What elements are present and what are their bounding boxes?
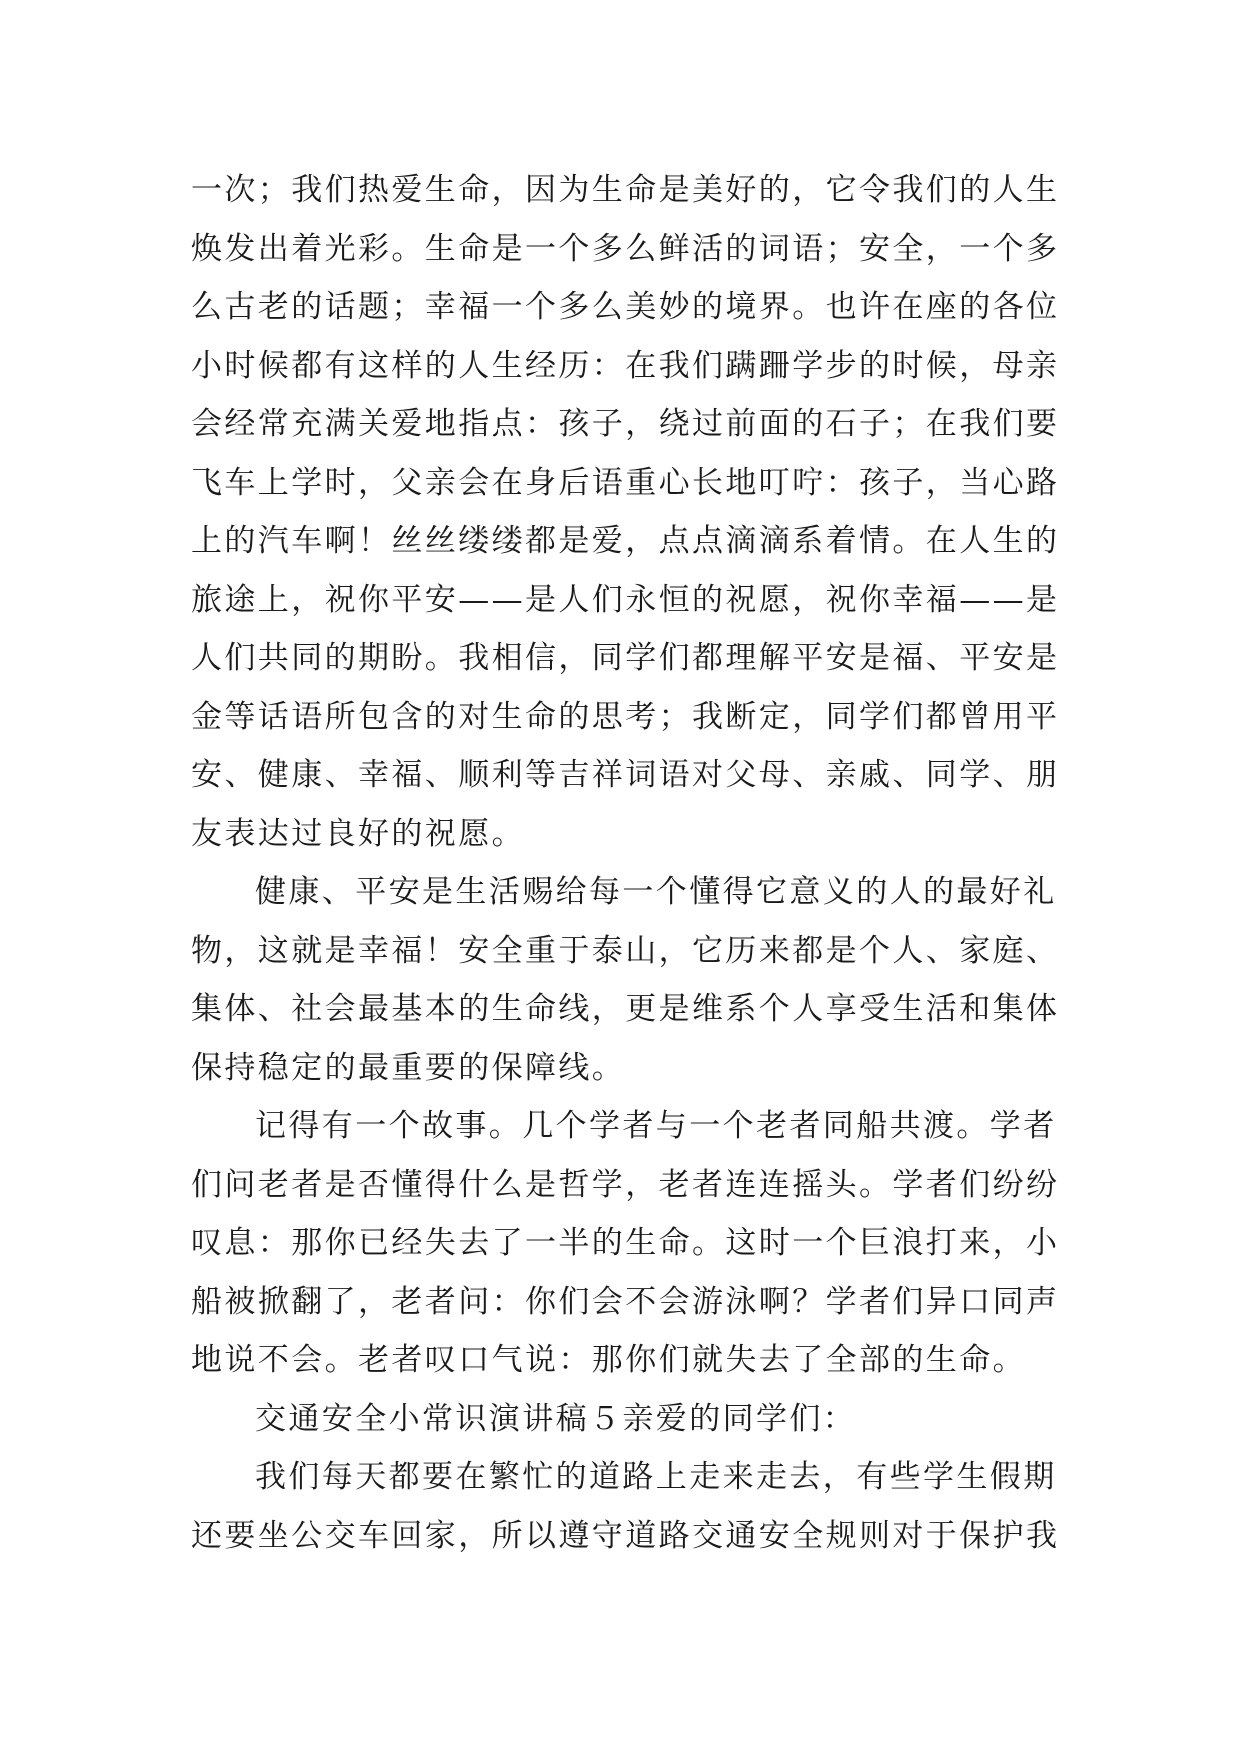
text-line: 么古老的话题；幸福一个多么美妙的境界。也许在座的各位 [191,289,1060,325]
text-line: 船被掀翻了，老者问：你们会不会游泳啊？学者们异口同声 [191,1283,1060,1320]
text-line: 物，这就是幸福！安全重于泰山，它历来都是个人、家庭、 [191,932,1060,969]
text-line: 们问老者是否懂得什么是哲学，老者连连摇头。学者们纷纷 [191,1166,1060,1203]
text-line: 小时候都有这样的人生经历：在我们蹒跚学步的时候，母亲 [191,347,1060,384]
text-line: 金等话语所包含的对生命的思考；我断定，同学们都曾用平 [191,698,1060,735]
text-line: 集体、社会最基本的生命线，更是维系个人享受生活和集体 [191,991,1060,1027]
text-line: 我们每天都要在繁忙的道路上走来走去，有些学生假期 [255,1459,1057,1495]
paragraph-5 [191,1448,1060,1565]
text-line: 旅途上，祝你平安——是人们永恒的祝愿，祝你幸福——是 [191,581,1060,618]
text-line: 地说不会。老者叹口气说：那你们就失去了全部的生命。 [191,1342,1026,1378]
text-line: 人们共同的期盼。我相信，同学们都理解平安是福、平安是 [191,640,1060,676]
text-line: 记得有一个故事。几个学者与一个老者同船共渡。学者 [255,1108,1057,1144]
text-line: 会经常充满关爱地指点：孩子，绕过前面的石子；在我们要 [191,406,1060,442]
body-text [191,161,1060,1565]
text-line: 焕发出着光彩。生命是一个多么鲜活的词语；安全，一个多 [191,230,1060,267]
text-line: 保持稳定的最重要的保障线。 [191,1049,626,1086]
text-line: 还要坐公交车回家，所以遵守道路交通安全规则对于保护我 [191,1517,1060,1554]
paragraph-3 [191,1097,1060,1390]
paragraph-1 [191,161,1060,863]
paragraph-2 [191,863,1060,1097]
text-line: 友表达过良好的祝愿。 [191,815,525,852]
text-line: 叹息：那你已经失去了一半的生命。这时一个巨浪打来，小 [191,1225,1060,1261]
text-line: 一次；我们热爱生命，因为生命是美好的，它令我们的人生 [191,172,1060,208]
text-line: 健康、平安是生活赐给每一个懂得它意义的人的最好礼 [255,874,1057,910]
text-line: 交通安全小常识演讲稿５亲爱的同学们： [255,1400,857,1437]
text-line: 飞车上学时，父亲会在身后语重心长地叮咛：孩子，当心路 [191,464,1060,501]
text-line: 上的汽车啊！丝丝缕缕都是爱，点点滴滴系着情。在人生的 [191,523,1060,559]
paragraph-4 [191,1390,1051,1449]
text-line: 安、健康、幸福、顺利等吉祥词语对父母、亲戚、同学、朋 [191,757,1060,793]
